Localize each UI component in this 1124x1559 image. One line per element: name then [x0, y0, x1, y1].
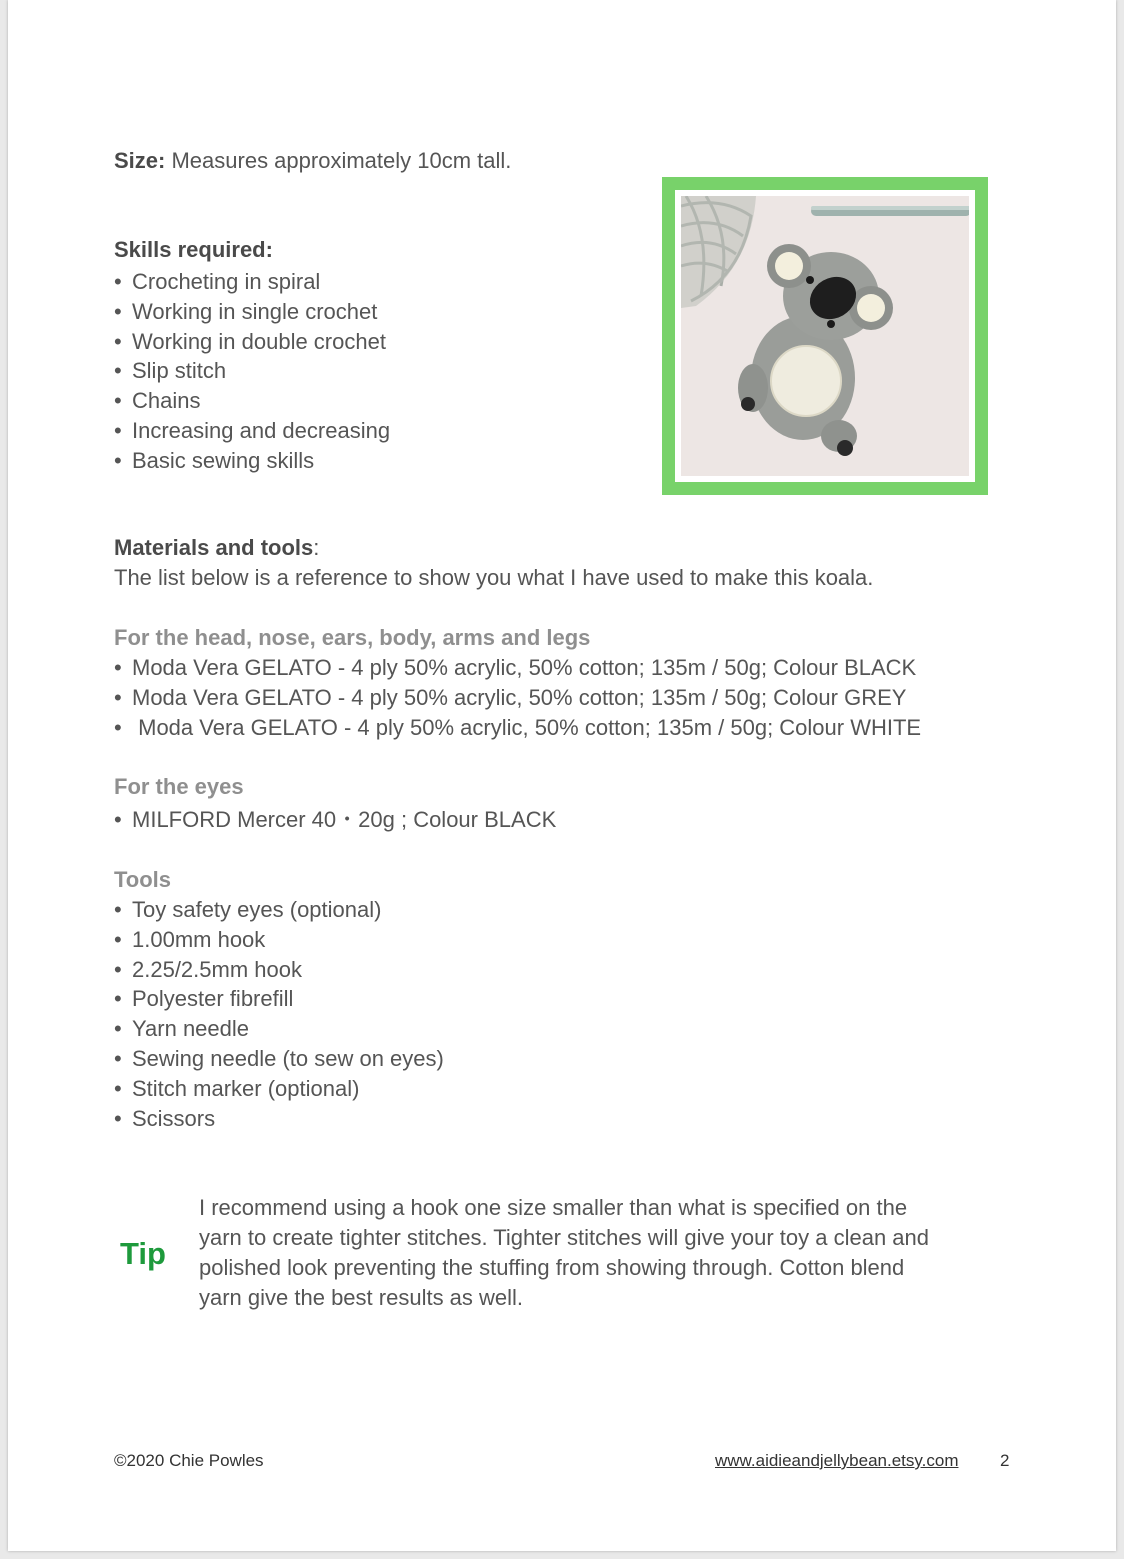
tool-item: • Yarn needle — [114, 1016, 250, 1042]
tool-item: • Stitch marker (optional) — [114, 1075, 360, 1101]
tools-section-heading: Tools — [114, 867, 172, 892]
yarn-item: • Moda Vera GELATO - 4 ply 50% acrylic, 50% cotton; 135m / 50g; Colour WHITE — [114, 714, 922, 740]
materials-heading-line: Materials and tools: — [114, 535, 320, 560]
tip-text — [199, 1193, 979, 1313]
footer-copyright: ©2020 Chie Powles — [114, 1451, 264, 1470]
tool-item: • Polyester fibrefill — [114, 986, 294, 1012]
materials-heading: Materials and tools — [114, 535, 314, 560]
size-label: Size: — [114, 148, 166, 173]
tip-label: Tip — [120, 1236, 166, 1271]
document-page — [8, 0, 1116, 1551]
skills-item: • Chains — [114, 388, 201, 414]
tool-item: • 1.00mm hook — [114, 926, 266, 952]
tool-item: • Toy safety eyes (optional) — [114, 897, 382, 922]
tools-list — [114, 895, 444, 1133]
tool-item: • Scissors — [114, 1105, 216, 1131]
tool-item: • 2.25/2.5mm hook — [114, 956, 302, 982]
tip-line: polished look preventing the stuffing from showing through. Cotton blend — [199, 1255, 905, 1280]
page-number: 2 — [1000, 1451, 1010, 1470]
skills-item: • Increasing and decreasing — [114, 417, 391, 443]
tip-line: yarn give the best results as well. — [199, 1285, 524, 1310]
koala-photo — [681, 196, 969, 476]
footer-website-link[interactable]: www.aidieandjellybean.etsy.com — [715, 1451, 959, 1470]
skills-heading: Skills required: — [114, 237, 273, 262]
yarn-item: • Moda Vera GELATO - 4 ply 50% acrylic, 50% cotton; 135m / 50g; Colour GREY — [114, 684, 907, 710]
koala-photo-frame — [662, 177, 988, 495]
tip-line: I recommend using a hook one size smaller than what is specified on the — [199, 1195, 908, 1220]
skills-item: • Working in single crochet — [114, 298, 378, 324]
materials-intro: The list below is a reference to show you what I have used to make this koala. — [114, 565, 874, 590]
head-section-heading: For the head, nose, ears, body, arms and legs — [114, 625, 591, 650]
skills-item: • Slip stitch — [114, 358, 227, 384]
yarn-item: • Moda Vera GELATO - 4 ply 50% acrylic, 50% cotton; 135m / 50g; Colour BLACK — [114, 655, 917, 680]
crochet-hook — [811, 206, 969, 216]
eyes-section-heading: For the eyes — [114, 774, 244, 799]
size-line — [114, 146, 511, 176]
skills-list — [114, 267, 390, 476]
tool-item: • Sewing needle (to sew on eyes) — [114, 1045, 444, 1071]
tip-line: yarn to create tighter stitches. Tighter stitches will give your toy a clean and — [199, 1225, 930, 1250]
eyes-item: • MILFORD Mercer 40・20g ; Colour BLACK — [114, 807, 557, 832]
eyes-section-list — [114, 805, 556, 835]
head-section-list — [114, 653, 921, 742]
skills-item: • Working in double crochet — [114, 328, 386, 354]
size-text: Measures approximately 10cm tall. — [165, 148, 512, 173]
skills-item: • Crocheting in spiral — [114, 269, 321, 294]
skills-item: • Basic sewing skills — [114, 447, 315, 473]
koala-illustration — [681, 196, 969, 476]
